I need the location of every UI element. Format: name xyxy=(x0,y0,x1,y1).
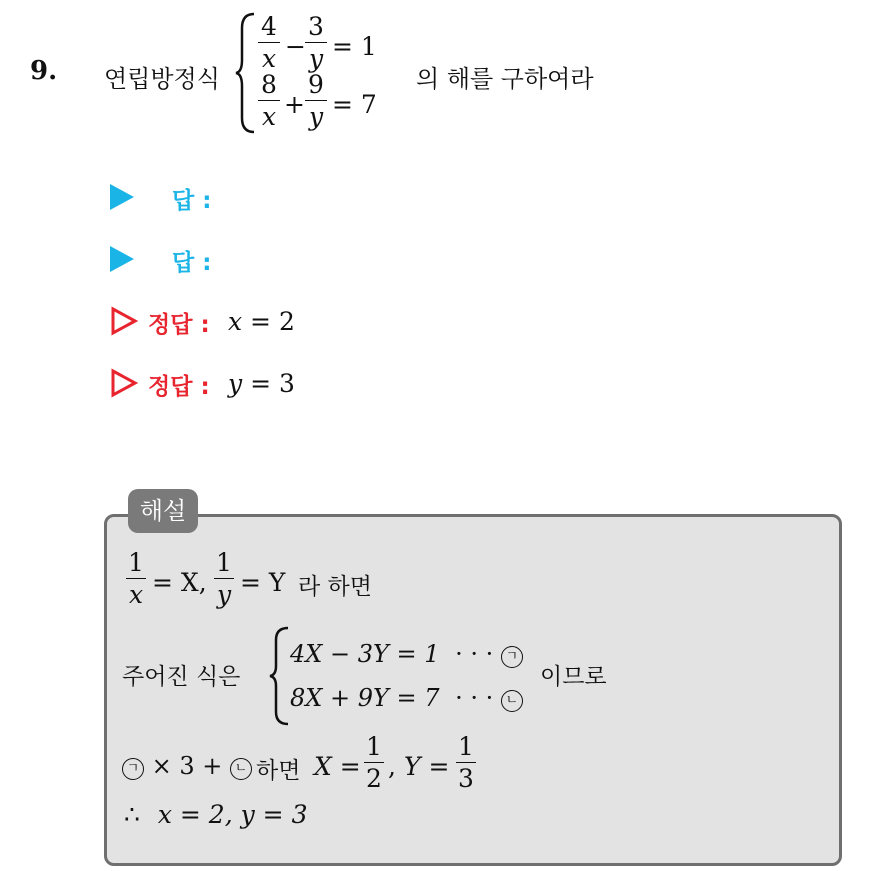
expl-eq-Y: = Y xyxy=(240,568,286,597)
circled-nieun-icon: ㄴ xyxy=(230,758,252,780)
expl-frac-1x: 1 x xyxy=(126,550,146,607)
expl-line3-X: X = xyxy=(314,752,361,781)
expl-sys-eq2: 8X + 9Y = 7 · · · ㄴ xyxy=(290,684,523,712)
answer-arrow-icon xyxy=(110,246,134,272)
eq2-frac-b: 9 y xyxy=(305,72,327,129)
expl-line4: ∴ x = 2, y = 3 xyxy=(124,800,308,829)
correct-arrow-icon xyxy=(110,306,138,336)
correct-label-1: 정답 : xyxy=(148,312,210,338)
problem-prefix: 연립방정식 xyxy=(104,65,220,93)
circled-giyeok-icon: ㄱ xyxy=(122,758,144,780)
eq1-op: − xyxy=(285,32,306,61)
correct-answer-2: y = 3 xyxy=(228,369,295,398)
circled-nieun-icon: ㄴ xyxy=(501,690,523,712)
expl-line2-prefix: 주어진 식은 xyxy=(122,664,241,690)
answer-label-2: 답 : xyxy=(172,250,212,276)
expl-line3-comma: , xyxy=(388,752,396,781)
system-brace xyxy=(234,12,256,134)
expl-line1-text: 라 하면 xyxy=(298,574,372,600)
correct-arrow-icon xyxy=(110,368,138,398)
circled-giyeok-icon: ㄱ xyxy=(501,646,523,668)
expl-eq-X: = X, xyxy=(152,568,207,597)
expl-line3-ops: ㄱ × 3 + ㄴ xyxy=(122,752,252,780)
expl-line3-Y: Y = xyxy=(404,752,450,781)
eq1-frac-b: 3 y xyxy=(305,14,327,71)
eq1-frac-a: 4 x xyxy=(258,14,280,71)
eq2-frac-a: 8 x xyxy=(258,72,280,129)
expl-system-brace xyxy=(268,626,290,726)
eq2-rhs: = 7 xyxy=(332,90,377,119)
eq1-rhs: = 1 xyxy=(332,32,377,61)
expl-frac-1y: 1 y xyxy=(214,550,234,607)
expl-line2-suffix: 이므로 xyxy=(540,664,607,690)
expl-frac-third: 1 3 xyxy=(456,734,476,791)
correct-label-2: 정답 : xyxy=(148,374,210,400)
answer-arrow-icon xyxy=(110,184,134,210)
answer-label-1: 답 : xyxy=(172,188,212,214)
explanation-tab: 해설 xyxy=(128,489,198,533)
expl-frac-half: 1 2 xyxy=(364,734,384,791)
problem-number: 9. xyxy=(30,56,58,86)
correct-answer-1: x = 2 xyxy=(228,307,295,336)
expl-sys-eq1: 4X − 3Y = 1 · · · ㄱ xyxy=(290,640,523,668)
eq2-op: + xyxy=(284,90,305,119)
expl-line3-text: 하면 xyxy=(256,758,301,784)
problem-suffix: 의 해를 구하여라 xyxy=(416,65,594,93)
